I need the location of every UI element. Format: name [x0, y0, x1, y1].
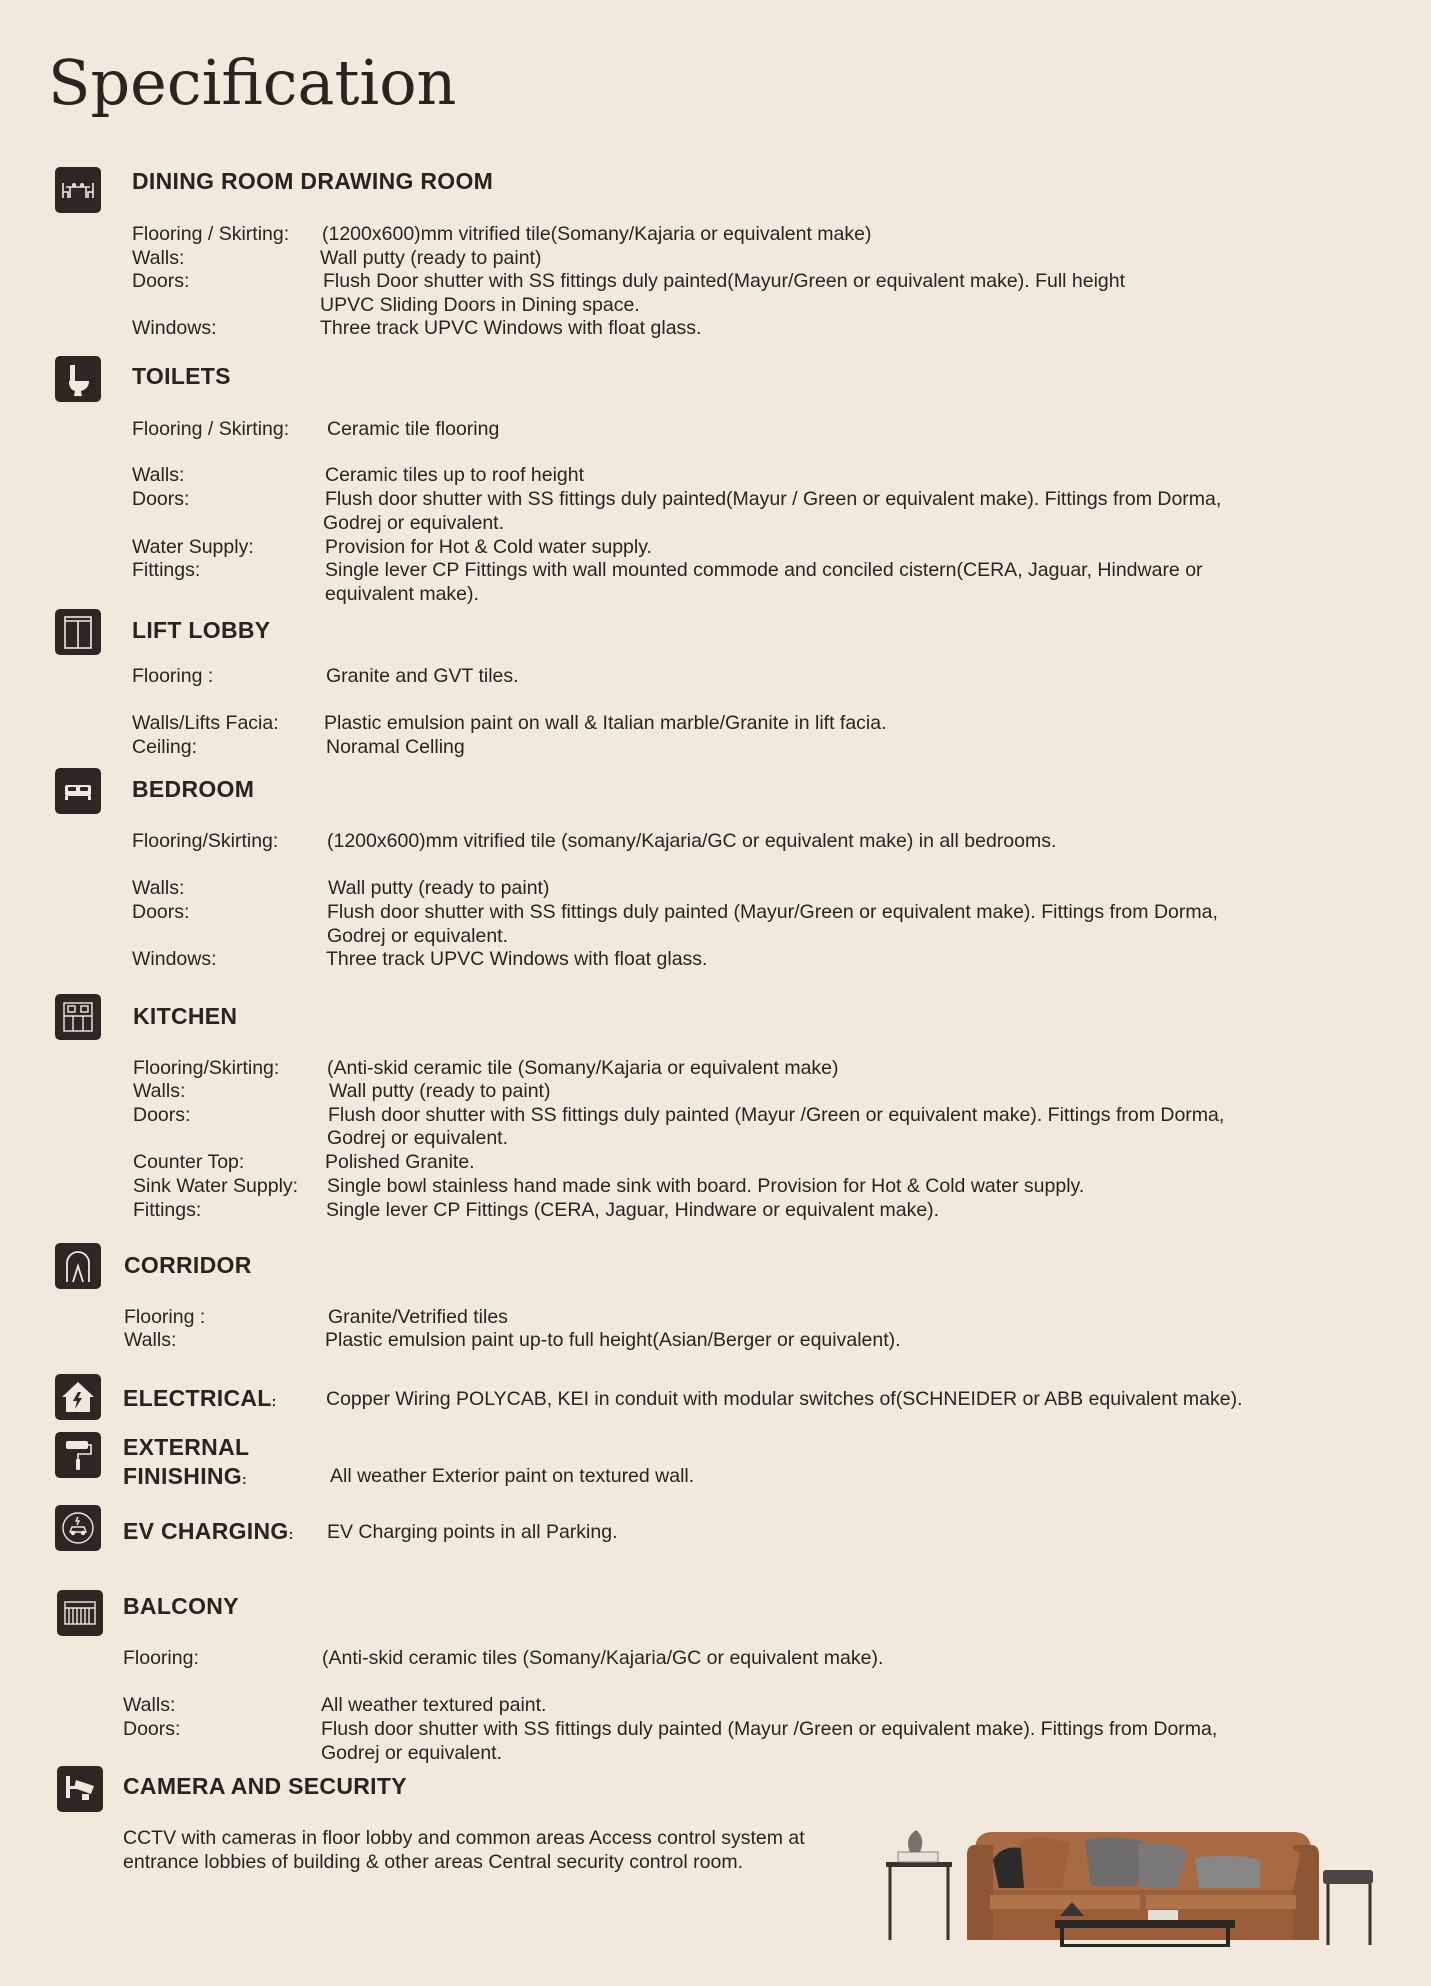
bed-icon — [55, 768, 101, 814]
label-doors: Doors: — [123, 1718, 181, 1740]
value-electrical: Copper Wiring POLYCAB, KEI in conduit with modular switches of(SCHNEIDER or ABB equivalent make). — [326, 1388, 1243, 1410]
label-ceiling: Ceiling: — [132, 736, 198, 758]
kitchen-icon — [55, 994, 101, 1040]
section-heading-electrical: ELECTRICAL: — [123, 1385, 277, 1411]
value-fittings: Single lever CP Fittings with wall mounted commode and conciled cistern(CERA, Jaguar, Hindware or — [325, 559, 1203, 581]
section-heading-camera-security: CAMERA AND SECURITY — [123, 1773, 407, 1799]
section-heading-kitchen: KITCHEN — [133, 1003, 238, 1029]
label-flooring: Flooring/Skirting: — [132, 830, 279, 852]
label-walls: Walls: — [132, 247, 185, 269]
toilet-icon — [55, 356, 101, 402]
value-doors-cont: Godrej or equivalent. — [327, 1127, 509, 1149]
value-flooring: (1200x600)mm vitrified tile (somany/Kajaria/GC or equivalent make) in all bedrooms. — [327, 830, 1057, 852]
label-water-supply: Water Supply: — [132, 536, 254, 558]
house-electric-icon — [55, 1374, 101, 1420]
value-flooring: Granite and GVT tiles. — [326, 665, 519, 687]
value-doors: Flush door shutter with SS fittings duly painted (Mayur /Green or equivalent make). Fittings from Dorma, — [321, 1718, 1218, 1740]
value-doors-cont: Godrej or equivalent. — [327, 925, 509, 947]
balcony-icon — [57, 1590, 103, 1636]
section-heading-external: EXTERNAL — [123, 1434, 250, 1460]
label-flooring: Flooring / Skirting: — [132, 418, 290, 440]
value-counter-top: Polished Granite. — [325, 1151, 475, 1173]
value-camera-line2: entrance lobbies of building & other areas Central security control room. — [123, 1851, 743, 1873]
value-fittings-cont: equivalent make). — [325, 583, 479, 605]
value-walls: Ceramic tiles up to roof height — [325, 464, 585, 486]
ev-charging-icon — [55, 1505, 101, 1551]
label-counter-top: Counter Top: — [133, 1151, 245, 1173]
section-heading-corridor: CORRIDOR — [124, 1252, 252, 1278]
value-fittings: Single lever CP Fittings (CERA, Jaguar, Hindware or equivalent make). — [326, 1199, 940, 1221]
section-heading-bedroom: BEDROOM — [132, 776, 255, 802]
value-ceiling: Noramal Celling — [326, 736, 465, 758]
label-walls: Walls: — [124, 1329, 177, 1351]
label-flooring: Flooring : — [124, 1306, 206, 1328]
label-windows: Windows: — [132, 948, 217, 970]
section-heading-toilets: TOILETS — [132, 363, 231, 389]
value-walls: Wall putty (ready to paint) — [328, 877, 550, 899]
label-doors: Doors: — [132, 488, 190, 510]
label-flooring: Flooring : — [132, 665, 214, 687]
value-flooring: Ceramic tile flooring — [327, 418, 500, 440]
label-sink-water-supply: Sink Water Supply: — [133, 1175, 299, 1197]
value-flooring: (1200x600)mm vitrified tile(Somany/Kajaria or equivalent make) — [322, 223, 872, 245]
section-heading-finishing: FINISHING: — [123, 1463, 247, 1489]
value-windows: Three track UPVC Windows with float glass. — [326, 948, 708, 970]
value-external-finishing: All weather Exterior paint on textured wall. — [330, 1465, 695, 1487]
value-doors-cont: Godrej or equivalent. — [323, 512, 505, 534]
label-doors: Doors: — [133, 1104, 191, 1126]
value-doors: Flush door shutter with SS fittings duly painted (Mayur/Green or equivalent make). Fittings from Dorma, — [327, 901, 1218, 923]
label-flooring: Flooring: — [123, 1647, 199, 1669]
sofa-illustration — [880, 1800, 1390, 1960]
value-sink-water-supply: Single bowl stainless hand made sink with board. Provision for Hot & Cold water supply. — [327, 1175, 1085, 1197]
value-doors: Flush door shutter with SS fittings duly painted (Mayur /Green or equivalent make). Fittings from Dorma, — [328, 1104, 1225, 1126]
label-flooring: Flooring/Skirting: — [133, 1057, 280, 1079]
value-flooring: (Anti-skid ceramic tiles (Somany/Kajaria/GC or equivalent make). — [322, 1647, 884, 1669]
value-ev-charging: EV Charging points in all Parking. — [327, 1521, 618, 1543]
label-doors: Doors: — [132, 270, 190, 292]
elevator-icon — [55, 609, 101, 655]
cctv-camera-icon — [57, 1766, 103, 1812]
label-walls: Walls: — [133, 1080, 186, 1102]
value-doors-cont: UPVC Sliding Doors in Dining space. — [320, 294, 640, 316]
page-title: Specification — [48, 46, 457, 119]
label-walls: Walls: — [132, 464, 185, 486]
label-walls: Walls: — [123, 1694, 176, 1716]
value-camera-line1: CCTV with cameras in floor lobby and common areas Access control system at — [123, 1827, 805, 1849]
dining-table-icon — [55, 167, 101, 213]
archway-icon — [55, 1243, 101, 1289]
label-windows: Windows: — [132, 317, 217, 339]
section-heading-ev-charging: EV CHARGING: — [123, 1518, 294, 1544]
value-water-supply: Provision for Hot & Cold water supply. — [325, 536, 652, 558]
value-walls: Wall putty (ready to paint) — [320, 247, 542, 269]
value-doors-cont: Godrej or equivalent. — [321, 1742, 503, 1764]
value-walls-lifts-facia: Plastic emulsion paint on wall & Italian marble/Granite in lift facia. — [324, 712, 887, 734]
section-heading-balcony: BALCONY — [123, 1593, 239, 1619]
value-walls: Wall putty (ready to paint) — [329, 1080, 551, 1102]
label-walls-lifts-facia: Walls/Lifts Facia: — [132, 712, 279, 734]
label-fittings: Fittings: — [133, 1199, 202, 1221]
value-doors: Flush Door shutter with SS fittings duly painted(Mayur/Green or equivalent make). Full height — [323, 270, 1126, 292]
section-heading-lift-lobby: LIFT LOBBY — [132, 617, 271, 643]
value-windows: Three track UPVC Windows with float glass. — [320, 317, 702, 339]
label-flooring: Flooring / Skirting: — [132, 223, 290, 245]
section-heading-dining: DINING ROOM DRAWING ROOM — [132, 168, 494, 194]
value-doors: Flush door shutter with SS fittings duly painted(Mayur / Green or equivalent make). Fittings from Dorma, — [325, 488, 1222, 510]
label-doors: Doors: — [132, 901, 190, 923]
paint-roller-icon — [55, 1432, 101, 1478]
value-walls: Plastic emulsion paint up-to full height(Asian/Berger or equivalent). — [325, 1329, 901, 1351]
label-fittings: Fittings: — [132, 559, 201, 581]
value-flooring: Granite/Vetrified tiles — [328, 1306, 508, 1328]
value-walls: All weather textured paint. — [321, 1694, 547, 1716]
value-flooring: (Anti-skid ceramic tile (Somany/Kajaria or equivalent make) — [327, 1057, 839, 1079]
label-walls: Walls: — [132, 877, 185, 899]
